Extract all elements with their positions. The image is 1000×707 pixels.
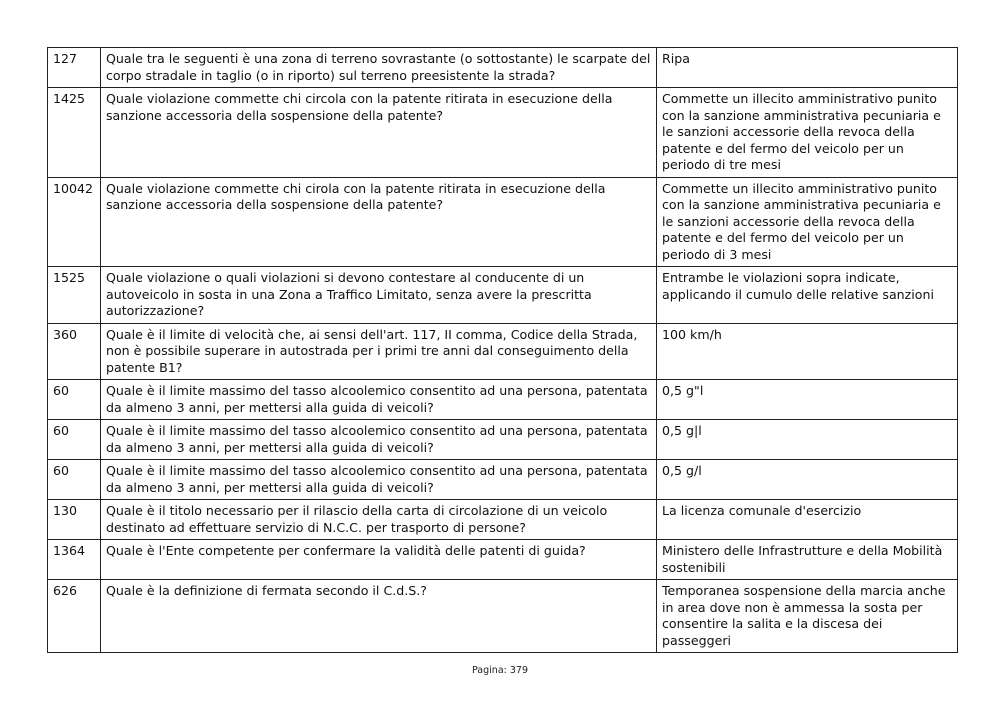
answer-text: 0,5 g|l [657,420,958,460]
answer-text: Ministero delle Infrastrutture e della Mobilità sostenibili [657,540,958,580]
question-id: 1364 [48,540,101,580]
table-row [48,48,958,88]
question-text: Quale è il limite massimo del tasso alcoolemico consentito ad una persona, patentata da almeno 3 anni, per mettersi alla guida di veicoli? [101,420,657,460]
answer-text: Commette un illecito amministrativo punito con la sanzione amministrativa pecuniaria e le sanzioni accessorie della revoca della patente e del fermo del veicolo per un periodo di tre mesi [657,88,958,178]
table-row [48,88,958,178]
question-id: 60 [48,420,101,460]
table-row [48,460,958,500]
question-text: Quale violazione commette chi circola con la patente ritirata in esecuzione della sanzione accessoria della sospensione della patente? [101,88,657,178]
quiz-table-body [48,48,958,653]
question-text: Quale è la definizione di fermata secondo il C.d.S.? [101,580,657,653]
question-id: 60 [48,380,101,420]
table-row [48,540,958,580]
page-number: Pagina: 379 [472,665,528,676]
quiz-table [47,47,958,653]
answer-text: Entrambe le violazioni sopra indicate, applicando il cumulo delle relative sanzioni [657,267,958,324]
answer-text: Commette un illecito amministrativo punito con la sanzione amministrativa pecuniaria e le sanzioni accessorie della revoca della patente e del fermo del veicolo per un periodo di 3 mesi [657,177,958,267]
question-text: Quale è il limite di velocità che, ai sensi dell'art. 117, II comma, Codice della Strada, non è possibile superare in autostrada per i primi tre anni dal conseguimento della patente B1? [101,323,657,380]
question-text: Quale è il titolo necessario per il rilascio della carta di circolazione di un veicolo destinato ad effettuare servizio di N.C.C. per trasporto di persone? [101,500,657,540]
table-row [48,323,958,380]
question-id: 60 [48,460,101,500]
question-text: Quale violazione o quali violazioni si devono contestare al conducente di un autoveicolo in sosta in una Zona a Traffico Limitato, senza avere la prescritta autorizzazione? [101,267,657,324]
table-row [48,580,958,653]
answer-text: Temporanea sospensione della marcia anche in area dove non è ammessa la sosta per consentire la salita e la discesa dei passeggeri [657,580,958,653]
table-row [48,420,958,460]
question-id: 127 [48,48,101,88]
table-row [48,500,958,540]
question-text: Quale è il limite massimo del tasso alcoolemico consentito ad una persona, patentata da almeno 3 anni, per mettersi alla guida di veicoli? [101,380,657,420]
question-text: Quale violazione commette chi cirola con la patente ritirata in esecuzione della sanzione accessoria della sospensione della patente? [101,177,657,267]
question-id: 360 [48,323,101,380]
question-id: 10042 [48,177,101,267]
question-text: Quale è il limite massimo del tasso alcoolemico consentito ad una persona, patentata da almeno 3 anni, per mettersi alla guida di veicoli? [101,460,657,500]
question-id: 626 [48,580,101,653]
answer-text: Ripa [657,48,958,88]
answer-text: La licenza comunale d'esercizio [657,500,958,540]
table-row [48,267,958,324]
answer-text: 0,5 g"l [657,380,958,420]
question-id: 1525 [48,267,101,324]
answer-text: 100 km/h [657,323,958,380]
question-id: 1425 [48,88,101,178]
question-text: Quale è l'Ente competente per confermare la validità delle patenti di guida? [101,540,657,580]
table-row [48,177,958,267]
table-row [48,380,958,420]
answer-text: 0,5 g/l [657,460,958,500]
question-id: 130 [48,500,101,540]
question-text: Quale tra le seguenti è una zona di terreno sovrastante (o sottostante) le scarpate del corpo stradale in taglio (o in riporto) sul terreno preesistente la strada? [101,48,657,88]
